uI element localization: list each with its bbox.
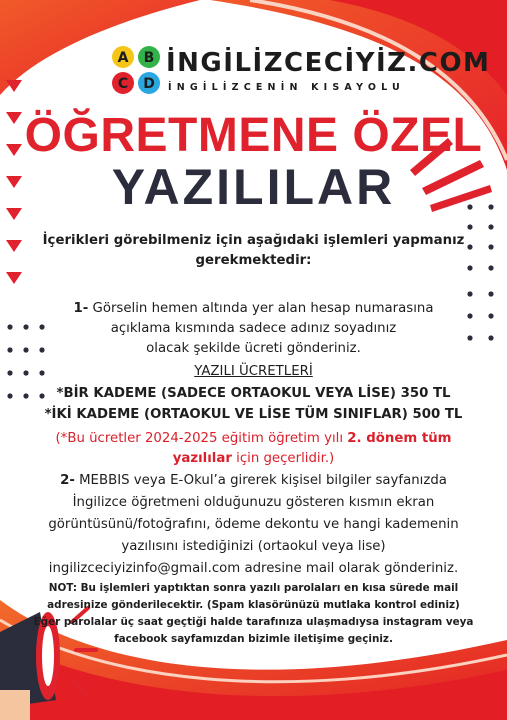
step2-number: 2- xyxy=(60,473,75,488)
step1-number: 1- xyxy=(73,301,89,316)
logo-letter-c: C xyxy=(117,76,129,92)
title-line-2: YAZILILAR xyxy=(111,159,396,215)
logo-letter-d: D xyxy=(143,76,155,92)
step2-text-1: MEBBIS veya E-Okul’a girerek kişisel bilgiler sayfanızda xyxy=(74,473,447,488)
price-item-2: *İKİ KADEME (ORTAOKUL VE LİSE TÜM SINIFLAR) 500 TL xyxy=(44,407,463,422)
step1-text-1: Görselin hemen altında yer alan hesap numarasına xyxy=(88,301,434,316)
logo-letter-b: B xyxy=(143,50,155,66)
note-line-2: adresinize gönderilecektir. (Spam klasörünüzü mutlaka kontrol ediniz) xyxy=(47,599,460,611)
intro-line-1: İçerikleri görebilmeniz için aşağıdaki işlemleri yapmanız xyxy=(42,233,465,248)
prices-heading: YAZILI ÜCRETLERİ xyxy=(194,364,313,379)
logo-letter-a: A xyxy=(117,50,129,66)
step2-line-2: İngilizce öğretmeni olduğunuzu gösteren kısmın ekran xyxy=(72,495,435,510)
brand-name: İNGİLİZCECİYİZ.COM xyxy=(166,48,491,78)
price-note-line-2 xyxy=(0,450,507,467)
note-line-1: NOT: Bu işlemleri yaptıktan sonra yazılı parolaları en kısa sürede mail xyxy=(48,582,459,594)
step1-line-3: olacak şekilde ücreti gönderiniz. xyxy=(146,341,361,356)
price-item-1: *BİR KADEME (SADECE ORTAOKUL VEYA LİSE) 350 TL xyxy=(56,386,451,401)
title-line-1: ÖĞRETMENE ÖZEL xyxy=(24,109,483,162)
price-note-line-1 xyxy=(0,430,507,447)
step2-line-1 xyxy=(0,472,507,489)
note-line-3: Eğer parolalar üç saat geçtiği halde tarafınıza ulaşmadıysa instagram veya xyxy=(33,616,474,628)
step2-line-3: görüntüsünü/fotoğrafını, ödeme dekontu ve hangi kademenin xyxy=(48,517,459,532)
price-note-c: yazılılar xyxy=(172,451,232,466)
step1-line-2: açıklama kısmında sadece adınız soyadınız xyxy=(110,321,397,336)
price-note-d: için geçerlidir.) xyxy=(231,451,335,466)
note-line-4: facebook sayfamızdan bizimle iletişime geçiniz. xyxy=(114,633,393,645)
price-note-a: (*Bu ücretler 2024-2025 eğitim öğretim yılı xyxy=(55,431,348,446)
brand-logo xyxy=(110,44,491,104)
brand-tagline: İNGİLİZCENİN KISAYOLU xyxy=(168,82,405,93)
intro-line-2: gerekmektedir: xyxy=(195,253,312,268)
step1-line-1 xyxy=(0,300,507,317)
price-note-b: 2. dönem tüm xyxy=(347,431,452,446)
step2-line-5: ingilizceciyizinfo@gmail.com adresine mail olarak gönderiniz. xyxy=(48,561,459,576)
step2-line-4: yazılısını istediğinizi (ortaokul veya lise) xyxy=(121,539,386,554)
abcd-logo-icon xyxy=(110,44,162,96)
